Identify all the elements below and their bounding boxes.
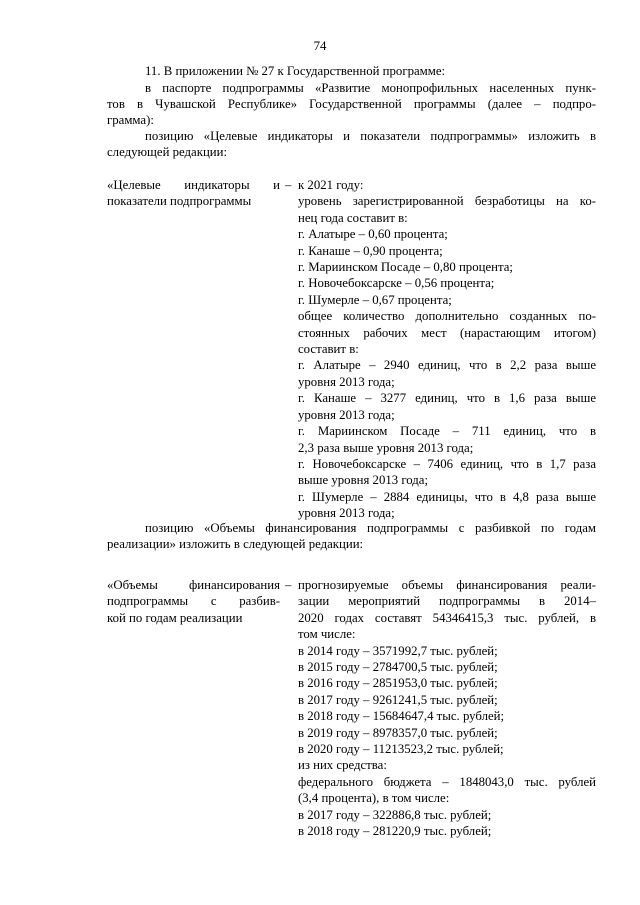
passport-line-3: грамма): [107, 113, 154, 127]
indicator-line: уровня 2013 года; [298, 506, 395, 521]
financing-line: в 2019 году – 8978357,0 тыс. рублей; [298, 725, 498, 740]
financing-label-line-3: кой по годам реализации [107, 610, 243, 625]
indicator-line: г. Канаше – 0,90 процента; [298, 243, 443, 258]
indicator-line: г. Алатыре – 2940 единиц, что в 2,2 раза выше [298, 358, 596, 373]
financing-line: зации мероприятий подпрограммы в 2014– [298, 594, 596, 609]
financing-line: из них средства: [298, 758, 387, 773]
financing-position-line-2: реализации» изложить в следующей редакции: [107, 537, 364, 551]
financing-line: в 2018 году – 15684647,4 тыс. рублей; [298, 709, 505, 724]
indicator-line: г. Мариинском Посаде – 711 единиц, что в [298, 424, 596, 439]
financing-line: (3,4 процента), в том числе: [298, 791, 450, 806]
financing-label [107, 577, 280, 626]
financing-dash: – [285, 578, 292, 592]
indicator-line: нец года составит в: [298, 210, 408, 225]
indicators-dash: – [285, 178, 292, 192]
indicator-line: общее количество дополнительно созданных по- [298, 309, 596, 324]
indicator-line: к 2021 году: [298, 178, 364, 192]
financing-line: в 2018 году – 281220,9 тыс. рублей; [298, 824, 492, 839]
indicators-values [298, 177, 596, 522]
financing-line: прогнозируемые объемы финансирования реали- [298, 578, 596, 592]
item-heading: 11. В приложении № 27 к Государственной программе: [145, 64, 446, 78]
position-line-2: следующей редакции: [107, 145, 228, 159]
indicator-line: 2,3 раза выше уровня 2013 года; [298, 440, 474, 455]
indicator-line: г. Новочебоксарске – 7406 единиц, что в 1,7 раза [298, 456, 596, 471]
financing-line: в 2020 году – 11213523,2 тыс. рублей; [298, 742, 504, 757]
indicator-line: г. Шумерле – 0,67 процента; [298, 292, 452, 307]
financing-line: в 2017 году – 322886,8 тыс. рублей; [298, 807, 492, 822]
indicator-line: выше уровня 2013 года; [298, 473, 429, 488]
indicator-line: стоянных рабочих мест (нарастающим итогом) [298, 325, 596, 340]
indicator-line: г. Мариинском Посаде – 0,80 процента; [298, 260, 513, 275]
financing-line: в 2014 году – 3571992,7 тыс. рублей; [298, 643, 498, 658]
financing-line: в 2016 году – 2851953,0 тыс. рублей; [298, 676, 498, 691]
passport-line-2: тов в Чувашской Республике» Государственной программы (далее – подпро- [107, 97, 596, 111]
page-number: 74 [313, 39, 327, 53]
indicator-line: составит в: [298, 342, 359, 357]
financing-line: том числе: [298, 627, 356, 642]
financing-position-line-1: позицию «Объемы финансирования подпрограммы с разбивкой по годам [145, 521, 596, 535]
indicator-line: г. Канаше – 3277 единиц, что в 1,6 раза выше [298, 391, 596, 406]
indicator-line: г. Алатыре – 0,60 процента; [298, 227, 448, 242]
indicators-label-line-2: показатели подпрограммы [107, 194, 252, 209]
financing-line: в 2017 году – 9261241,5 тыс. рублей; [298, 692, 498, 707]
financing-values [298, 577, 596, 840]
indicator-line: уровень зарегистрированной безработицы на ко- [298, 194, 596, 209]
indicator-line: уровня 2013 года; [298, 407, 395, 422]
passport-line-1: в паспорте подпрограммы «Развитие монопрофильных населенных пунк- [145, 81, 596, 95]
indicator-line: г. Новочебоксарске – 0,56 процента; [298, 276, 495, 291]
financing-label-line-1: «Объемы финансирования [107, 578, 280, 592]
position-line-1: позицию «Целевые индикаторы и показатели подпрограммы» изложить в [145, 129, 596, 143]
indicator-line: г. Шумерле – 2884 единицы, что в 4,8 раза выше [298, 489, 596, 504]
financing-line: 2020 годах составят 54346415,3 тыс. рублей, в [298, 610, 596, 625]
financing-line: в 2015 году – 2784700,5 тыс. рублей; [298, 660, 498, 675]
indicators-label [107, 177, 280, 210]
indicator-line: уровня 2013 года; [298, 374, 395, 389]
financing-label-line-2: подпрограммы с разбив- [107, 594, 280, 609]
indicators-label-line-1: «Целевые индикаторы и [107, 178, 280, 192]
financing-line: федерального бюджета – 1848043,0 тыс. рублей [298, 774, 596, 789]
